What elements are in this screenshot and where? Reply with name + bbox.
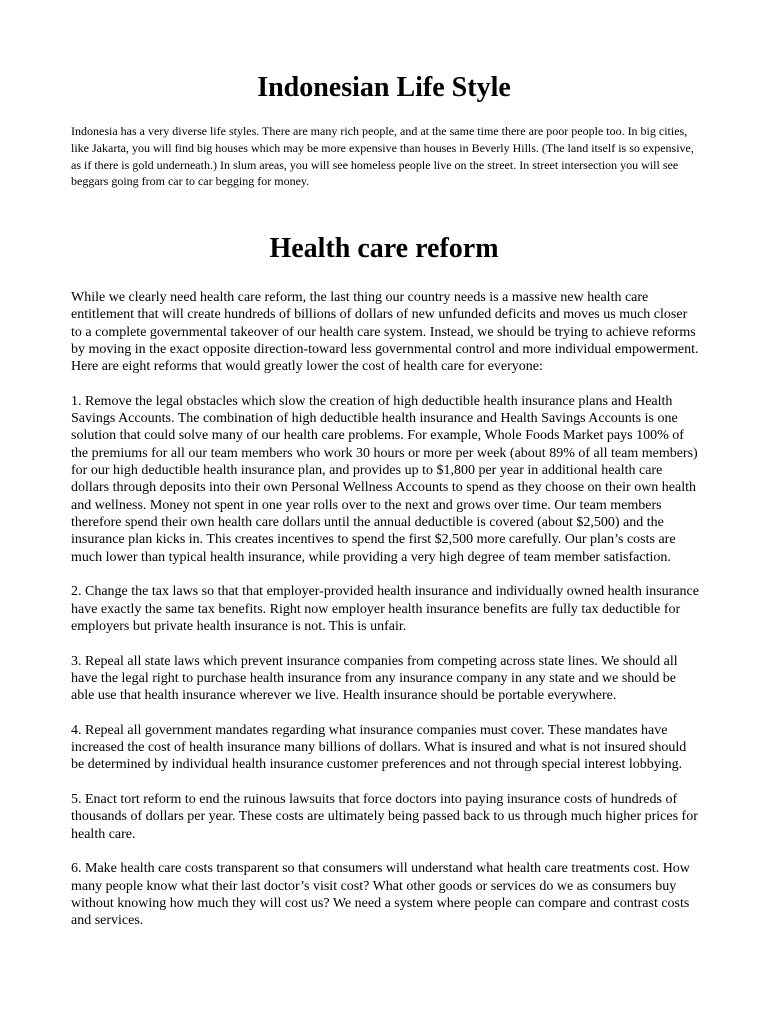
body-paragraph-reform-4: 4. Repeal all government mandates regarding what insurance companies must cover. These mandates have increased the cost of health insurance many billions of dollars. What is insured and what is not insured should be determined by individual health insurance customer preferences and not through special interest lobbying. (71, 722, 687, 773)
intro-paragraph: Indonesia has a very diverse life styles. There are many rich people, and at the same time there are poor people too. In big cities, like Jakarta, you will find big houses which may be more expensive than houses in Beverly Hills. (The land itself is so expensive, as if there is gold underneath.) In slum areas, you will see homeless people live on the street. In street intersection you will see beggars going from car to car begging for money. (71, 124, 694, 189)
body-paragraph-intro: While we clearly need health care reform, the last thing our country needs is a massive new health care entitlement that will create hundreds of billions of dollars of new unfunded deficits and moves us much closer to a complete governmental takeover of our health care system. Instead, we should be trying to achieve reforms by moving in the exact opposite direction-toward less governmental control and more individual empowerment. Here are eight reforms that would greatly lower the cost of health care for everyone: (71, 290, 699, 375)
body-paragraph-reform-1: 1. Remove the legal obstacles which slow the creation of high deductible health insurance plans and Health Savings Accounts. The combination of high deductible health insurance and Health Savings Accounts is one solution that could solve many of our health care problems. For example, Whole Foods Market pays 100% of the premiums for all our team members who work 30 hours or more per week (about 89% of all team members) for our high deductible health insurance plan, and provides up to $1,800 per year in additional health care dollars through deposits into their own Personal Wellness Accounts to spend as they choose on their own health and wellness. Money not spent in one year rolls over to the next and grows over time. Our team members therefore spend their own health care dollars until the annual deductible is covered (about $2,500) and the insurance plan kicks in. This creates incentives to spend the first $2,500 more carefully. Our plan’s costs are much lower than typical health insurance, while providing a very high degree of team member satisfaction. (71, 393, 698, 565)
health-care-body (71, 289, 701, 947)
body-paragraph-reform-2: 2. Change the tax laws so that that employer-provided health insurance and individually owned health insurance have exactly the same tax benefits. Right now employer health insurance benefits are fully tax deductible for employers but private health insurance is not. This is unfair. (71, 584, 699, 634)
body-paragraph-reform-5: 5. Enact tort reform to end the ruinous lawsuits that force doctors into paying insurance costs of hundreds of thousands of dollars per year. These costs are ultimately being passed back to us through much higher prices for health care. (71, 792, 698, 842)
section-title-indonesian-life-style: Indonesian Life Style (257, 72, 511, 103)
body-paragraph-reform-6: 6. Make health care costs transparent so that consumers will understand what health care treatments cost. How many people know what their last doctor’s visit cost? What other goods or services do we as consumers buy without knowing how much they will cost us? We need a system where people can compare and contrast costs and services. (71, 861, 690, 929)
section-title-health-care-reform: Health care reform (269, 233, 499, 264)
body-paragraph-reform-3: 3. Repeal all state laws which prevent insurance companies from competing across state lines. We should all have the legal right to purchase health insurance from any insurance company in any state and we should be able use that health insurance wherever we live. Health insurance should be portable everywhere. (71, 653, 678, 704)
